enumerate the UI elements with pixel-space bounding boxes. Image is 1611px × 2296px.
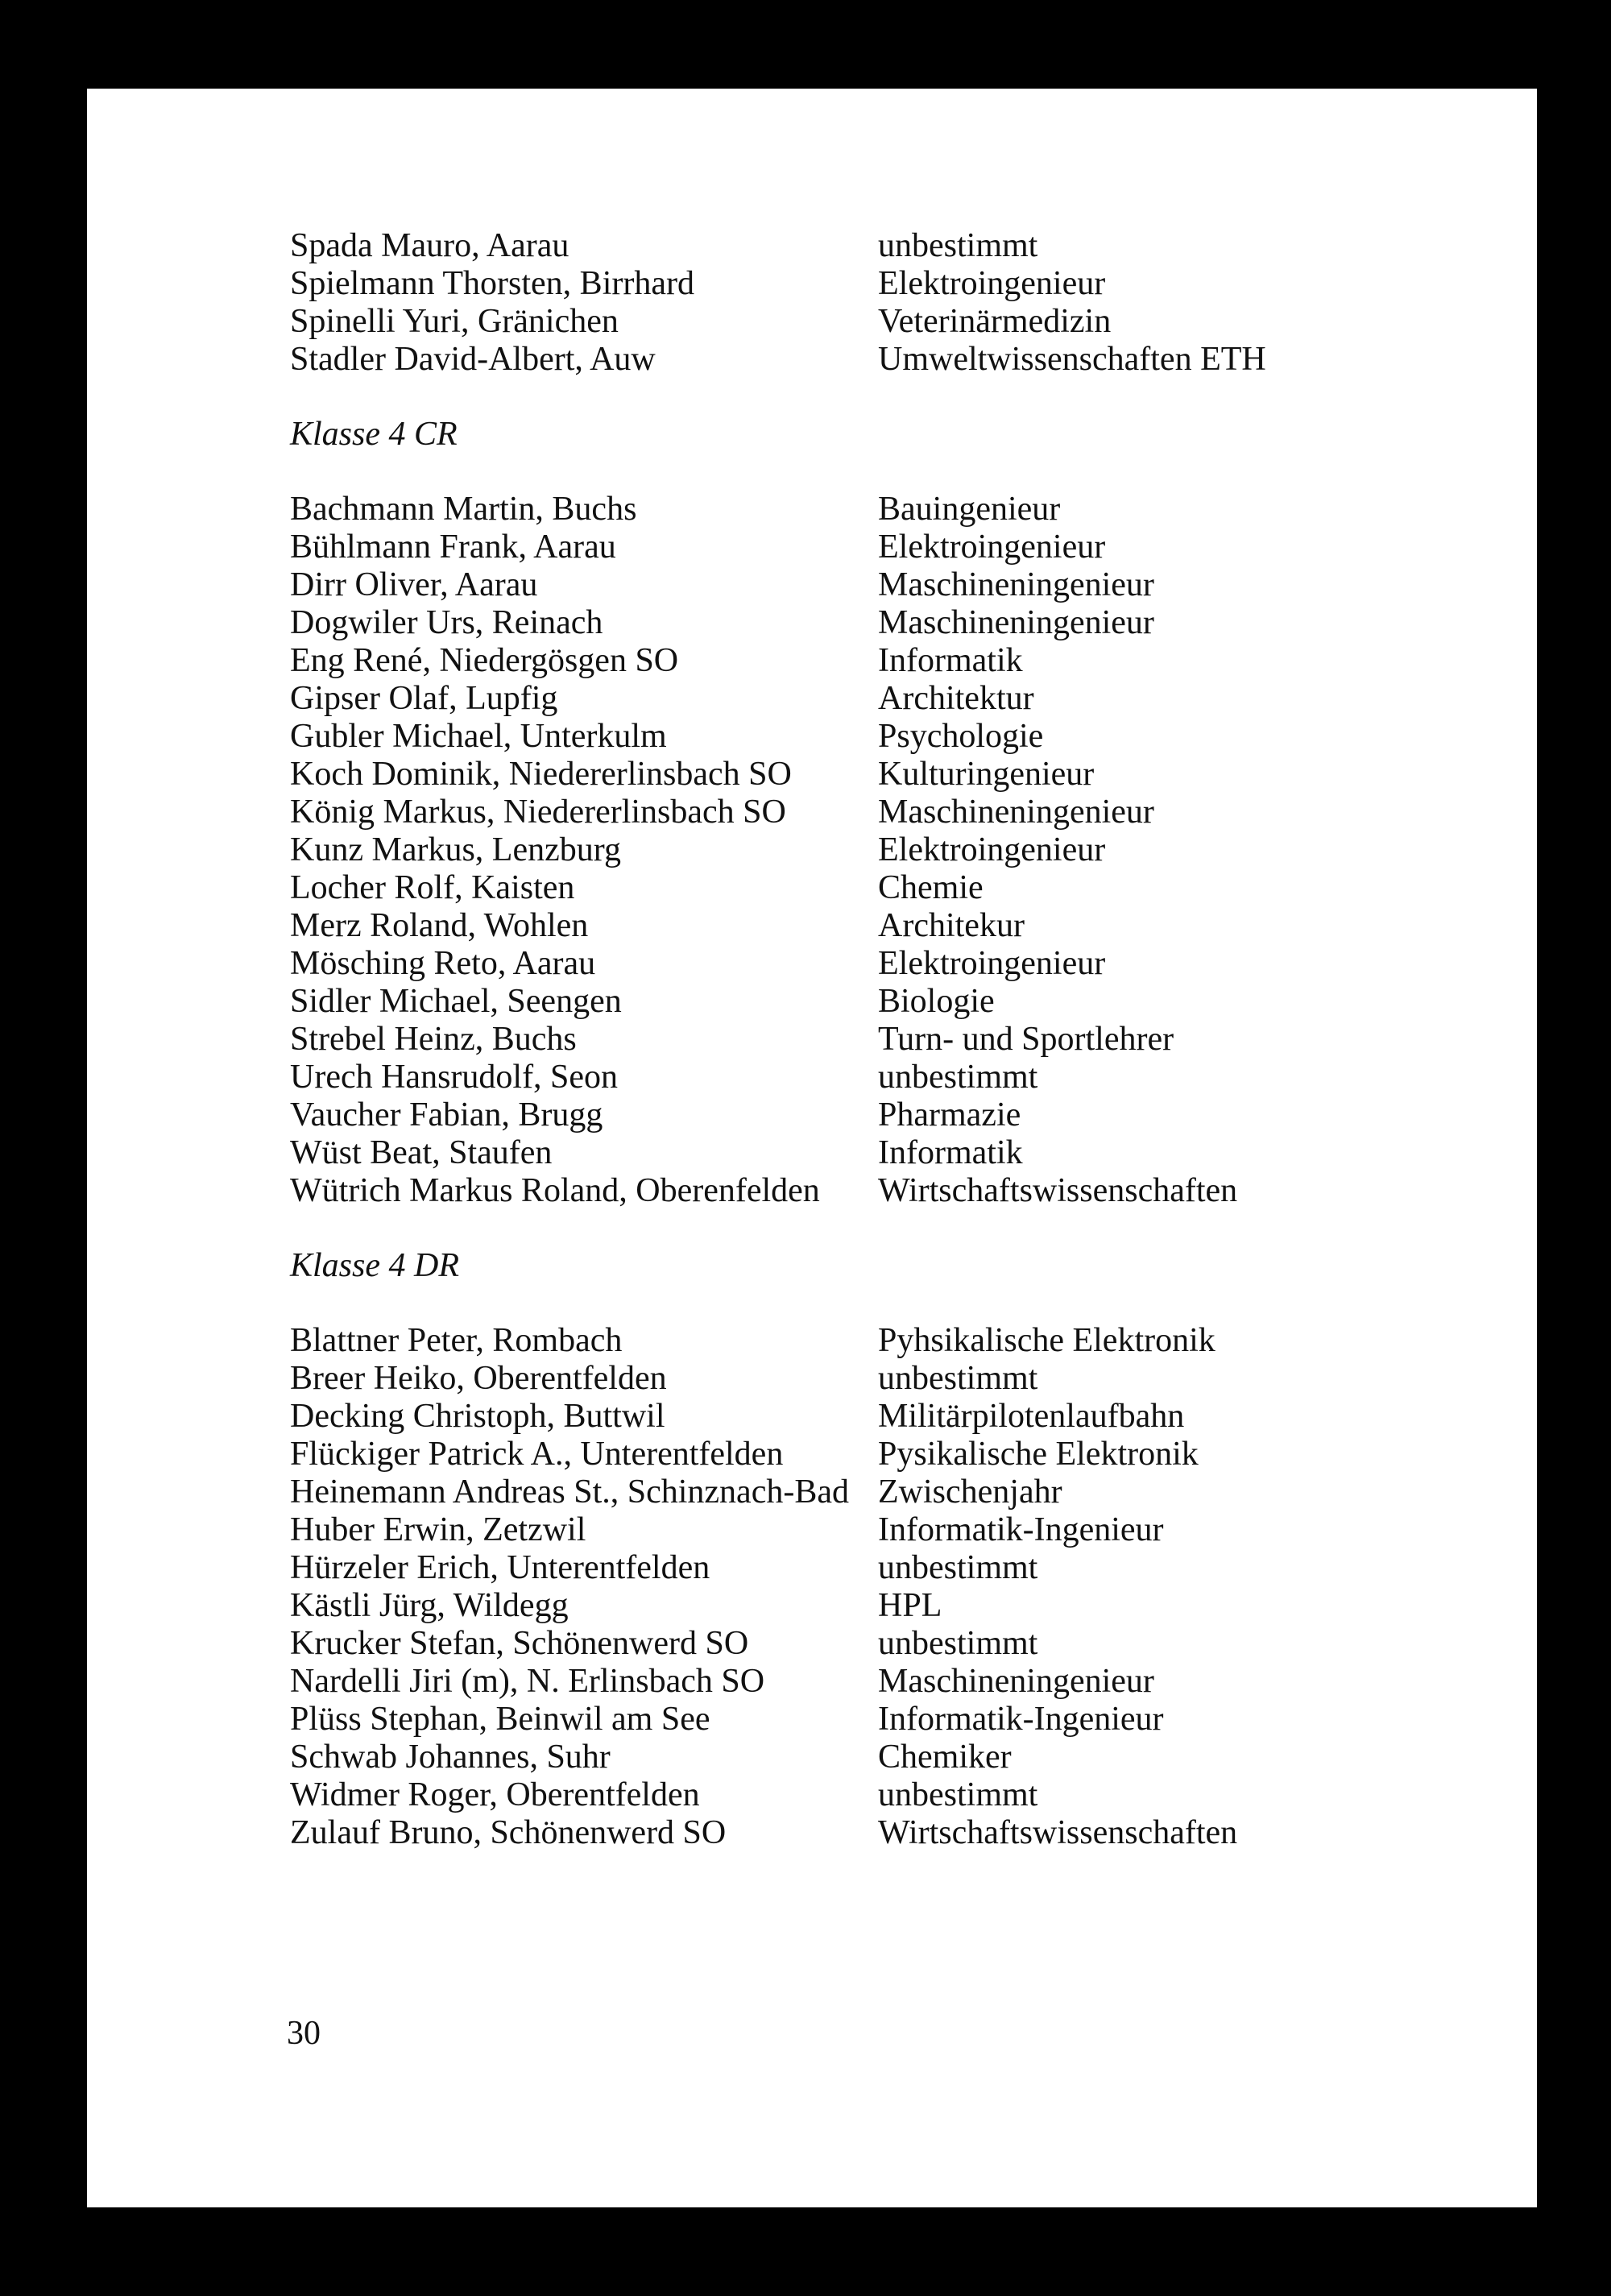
list-item bbox=[290, 265, 1498, 303]
list-item bbox=[290, 1436, 1498, 1473]
list-item bbox=[290, 227, 1498, 265]
section-klasse-4cr bbox=[290, 416, 1498, 1210]
list-item bbox=[290, 1398, 1498, 1436]
study-field: Informatik bbox=[878, 642, 1023, 679]
student-name: Zulauf Bruno, Schönenwerd SO bbox=[290, 1814, 727, 1851]
study-field: Maschineningenieur bbox=[878, 604, 1154, 641]
section-klasse-4dr bbox=[290, 1247, 1498, 1852]
study-field: Informatik-Ingenieur bbox=[878, 1701, 1164, 1738]
study-field: Elektroingenieur bbox=[878, 265, 1106, 302]
student-name: Vaucher Fabian, Brugg bbox=[290, 1096, 603, 1133]
student-name: Urech Hansrudolf, Seon bbox=[290, 1059, 619, 1096]
student-name: Mösching Reto, Aarau bbox=[290, 945, 596, 982]
student-name: Locher Rolf, Kaisten bbox=[290, 869, 575, 906]
student-name: Gubler Michael, Unterkulm bbox=[290, 718, 667, 755]
section-heading: Klasse 4 CR bbox=[290, 416, 458, 453]
list-item bbox=[290, 1511, 1498, 1549]
study-field: Elektroingenieur bbox=[878, 831, 1106, 868]
student-name: König Markus, Niedererlinsbach SO bbox=[290, 794, 786, 831]
list-item bbox=[290, 1625, 1498, 1663]
list-item bbox=[290, 1322, 1498, 1360]
list-item bbox=[290, 1776, 1498, 1814]
list-item bbox=[290, 1134, 1498, 1172]
section-heading: Klasse 4 DR bbox=[290, 1247, 459, 1284]
student-name: Wüst Beat, Staufen bbox=[290, 1134, 553, 1171]
list-item bbox=[290, 1059, 1498, 1096]
student-name: Spada Mauro, Aarau bbox=[290, 227, 569, 264]
student-name: Krucker Stefan, Schönenwerd SO bbox=[290, 1625, 749, 1662]
page-number: 30 bbox=[287, 2015, 321, 2052]
list-item bbox=[290, 604, 1498, 642]
list-item bbox=[290, 1549, 1498, 1587]
list-item bbox=[290, 1663, 1498, 1701]
study-field: Bauingenieur bbox=[878, 491, 1061, 528]
student-name: Kunz Markus, Lenzburg bbox=[290, 831, 621, 868]
list-item bbox=[290, 1587, 1498, 1625]
student-name: Spinelli Yuri, Gränichen bbox=[290, 303, 619, 340]
list-item bbox=[290, 907, 1498, 945]
student-name: Bühlmann Frank, Aarau bbox=[290, 528, 616, 566]
student-name: Merz Roland, Wohlen bbox=[290, 907, 589, 944]
list-item bbox=[290, 341, 1498, 379]
study-field: Turn- und Sportlehrer bbox=[878, 1021, 1174, 1058]
list-item bbox=[290, 1360, 1498, 1398]
study-field: HPL bbox=[878, 1587, 942, 1624]
list-item bbox=[290, 831, 1498, 869]
student-name: Gipser Olaf, Lupfig bbox=[290, 680, 558, 717]
list-item bbox=[290, 1814, 1498, 1852]
student-name: Hürzeler Erich, Unterentfelden bbox=[290, 1549, 710, 1586]
student-name: Spielmann Thorsten, Birrhard bbox=[290, 265, 694, 302]
study-field: Wirtschaftswissenschaften bbox=[878, 1172, 1238, 1209]
study-field: unbestimmt bbox=[878, 1776, 1038, 1813]
student-name: Koch Dominik, Niedererlinsbach SO bbox=[290, 756, 792, 793]
study-field: Maschineningenieur bbox=[878, 1663, 1154, 1700]
student-name: Dogwiler Urs, Reinach bbox=[290, 604, 603, 641]
list-item bbox=[290, 718, 1498, 756]
list-item bbox=[290, 642, 1498, 680]
section-continuation bbox=[290, 227, 1498, 379]
student-name: Flückiger Patrick A., Unterentfelden bbox=[290, 1436, 784, 1473]
student-name: Schwab Johannes, Suhr bbox=[290, 1739, 611, 1776]
study-field: Wirtschaftswissenschaften bbox=[878, 1814, 1238, 1851]
document-page bbox=[87, 89, 1537, 2207]
list-item bbox=[290, 528, 1498, 566]
study-field: Veterinärmedizin bbox=[878, 303, 1112, 340]
study-field: unbestimmt bbox=[878, 1625, 1038, 1662]
study-field: Psychologie bbox=[878, 718, 1044, 755]
study-field: Umweltwissenschaften ETH bbox=[878, 341, 1266, 378]
study-field: Chemie bbox=[878, 869, 984, 906]
list-item bbox=[290, 303, 1498, 341]
student-name: Stadler David-Albert, Auw bbox=[290, 341, 656, 378]
study-field: Kulturingenieur bbox=[878, 756, 1095, 793]
study-field: Pysikalische Elektronik bbox=[878, 1436, 1199, 1473]
student-name: Nardelli Jiri (m), N. Erlinsbach SO bbox=[290, 1663, 765, 1700]
student-name: Blattner Peter, Rombach bbox=[290, 1322, 623, 1359]
student-name: Wütrich Markus Roland, Oberenfelden bbox=[290, 1172, 820, 1209]
study-field: unbestimmt bbox=[878, 1059, 1038, 1096]
list-item bbox=[290, 491, 1498, 528]
study-field: unbestimmt bbox=[878, 227, 1038, 264]
student-name: Eng René, Niedergösgen SO bbox=[290, 642, 679, 679]
study-field: unbestimmt bbox=[878, 1360, 1038, 1397]
list-item bbox=[290, 1473, 1498, 1511]
list-item bbox=[290, 1021, 1498, 1059]
study-field: Maschineningenieur bbox=[878, 566, 1154, 603]
student-list bbox=[290, 227, 1498, 1852]
study-field: Architektur bbox=[878, 680, 1034, 717]
study-field: unbestimmt bbox=[878, 1549, 1038, 1586]
study-field: Elektroingenieur bbox=[878, 528, 1106, 566]
study-field: Chemiker bbox=[878, 1739, 1012, 1776]
study-field: Informatik bbox=[878, 1134, 1023, 1171]
list-item bbox=[290, 1739, 1498, 1776]
list-item bbox=[290, 566, 1498, 604]
student-name: Dirr Oliver, Aarau bbox=[290, 566, 538, 603]
student-name: Kästli Jürg, Wildegg bbox=[290, 1587, 569, 1624]
student-name: Breer Heiko, Oberentfelden bbox=[290, 1360, 667, 1397]
list-item bbox=[290, 680, 1498, 718]
list-item bbox=[290, 983, 1498, 1021]
list-item bbox=[290, 794, 1498, 831]
study-field: Maschineningenieur bbox=[878, 794, 1154, 831]
study-field: Pyhsikalische Elektronik bbox=[878, 1322, 1215, 1359]
list-item bbox=[290, 945, 1498, 983]
study-field: Zwischenjahr bbox=[878, 1473, 1062, 1511]
student-name: Strebel Heinz, Buchs bbox=[290, 1021, 577, 1058]
list-item bbox=[290, 869, 1498, 907]
student-name: Bachmann Martin, Buchs bbox=[290, 491, 637, 528]
study-field: Architekur bbox=[878, 907, 1025, 944]
study-field: Militärpilotenlaufbahn bbox=[878, 1398, 1185, 1435]
student-name: Heinemann Andreas St., Schinznach-Bad bbox=[290, 1473, 849, 1511]
list-item bbox=[290, 1096, 1498, 1134]
student-name: Widmer Roger, Oberentfelden bbox=[290, 1776, 700, 1813]
list-item bbox=[290, 756, 1498, 794]
study-field: Elektroingenieur bbox=[878, 945, 1106, 982]
list-item bbox=[290, 1701, 1498, 1739]
study-field: Informatik-Ingenieur bbox=[878, 1511, 1164, 1548]
student-name: Sidler Michael, Seengen bbox=[290, 983, 622, 1020]
study-field: Biologie bbox=[878, 983, 995, 1020]
student-name: Plüss Stephan, Beinwil am See bbox=[290, 1701, 710, 1738]
student-name: Decking Christoph, Buttwil bbox=[290, 1398, 665, 1435]
study-field: Pharmazie bbox=[878, 1096, 1021, 1133]
list-item bbox=[290, 1172, 1498, 1210]
student-name: Huber Erwin, Zetzwil bbox=[290, 1511, 586, 1548]
